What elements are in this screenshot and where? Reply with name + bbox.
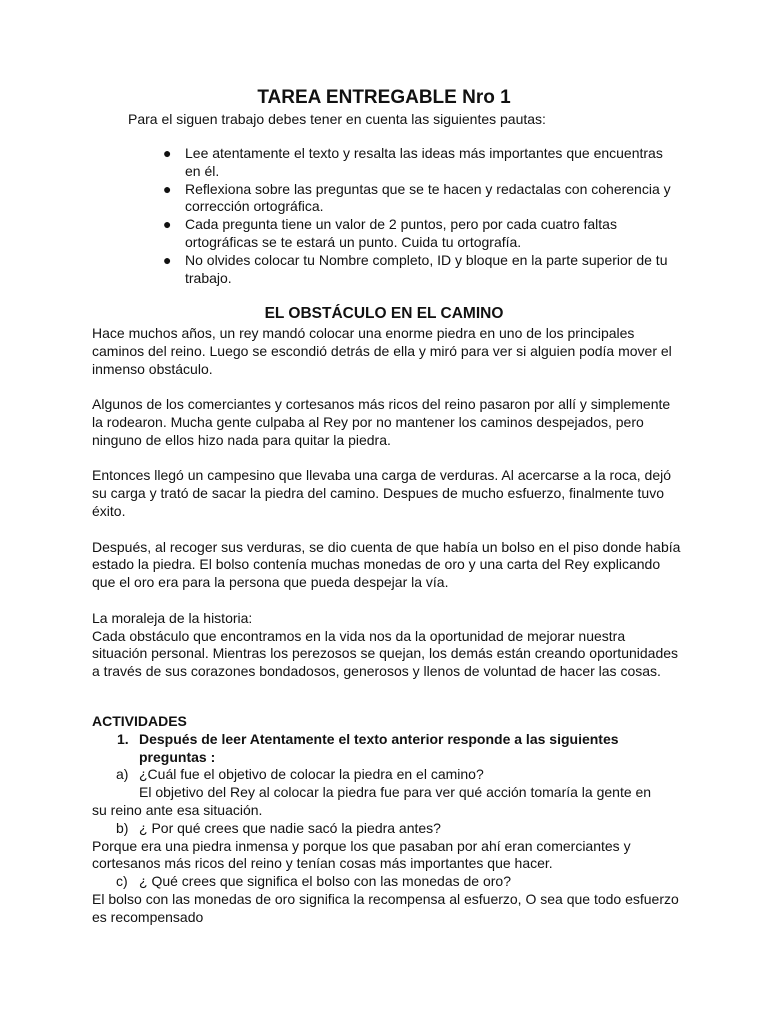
story-paragraph: Entonces llegó un campesino que llevaba una carga de verduras. Al acercarse a la roca, dejó su carga y trató de sacar la piedra del camino. Despues de mucho esfuerzo, finalmente tuvo éxito. [92, 467, 672, 519]
bullet-icon: ● [163, 180, 172, 197]
page-title: TAREA ENTREGABLE Nro 1 [257, 87, 511, 108]
story-paragraph: Hace muchos años, un rey mandó colocar una enorme piedra en uno de los principales caminos del reino. Luego se escondió detrás de ella y miró para ver si alguien podía mover el inmenso obstáculo. [92, 325, 672, 377]
question-c [92, 873, 682, 891]
answer-a-first-line: El objetivo del Rey al colocar la piedra fue para ver qué acción tomaría la gente en [139, 784, 652, 801]
bullet-icon: ● [163, 216, 172, 233]
bullet-icon: ● [163, 145, 172, 161]
question-b [92, 820, 682, 838]
story-title: EL OBSTÁCULO EN EL CAMINO [264, 305, 504, 322]
rule-text: Reflexiona sobre las preguntas que se te hacen y redactalas con coherencia y corrección ortográfica. [185, 180, 671, 215]
activities-section [92, 713, 682, 927]
answer-c: El bolso con las monedas de oro significa la recompensa al esfuerzo, O sea que todo esfuerzo es recompensado [92, 890, 679, 925]
rule-item [163, 181, 675, 217]
rule-item [163, 216, 675, 252]
question-letter: b) [116, 819, 129, 836]
story-body [92, 325, 682, 699]
activities-title: ACTIVIDADES [92, 713, 187, 729]
bullet-icon: ● [163, 251, 172, 268]
question-1 [92, 731, 682, 767]
rule-text: No olvides colocar tu Nombre completo, ID y bloque en la parte superior de tu trabajo. [185, 251, 668, 286]
rule-text: Lee atentamente el texto y resalta las ideas más importantes que encuentras en él. [185, 145, 663, 179]
moral-text: Cada obstáculo que encontramos en la vida nos da la oportunidad de mejorar nuestra situación personal. Mientras los perezosos se quejan, los demás están creando oportunidades a través de sus corazones bondadosos, generosos y llenos de voluntad de hacer las cosas. [92, 627, 679, 680]
question-letter: c) [116, 873, 128, 890]
answer-a-rest: su reino ante esa situación. [92, 801, 263, 818]
question-number: 1. [117, 730, 129, 747]
question-letter: a) [116, 766, 129, 783]
question-b-text: ¿ Por qué crees que nadie sacó la piedra antes? [139, 819, 441, 836]
story-paragraph: Después, al recoger sus verduras, se dio cuenta de que había un bolso en el piso donde había estado la piedra. El bolso contenía muchas monedas de oro y una carta del Rey explicando que el oro era para la persona que pueda despejar la vía. [92, 538, 681, 591]
moral-label: La moraleja de la historia: [92, 609, 253, 626]
rule-text: Cada pregunta tiene un valor de 2 puntos, pero por cada cuatro faltas ortográficas se te estará un punto. Cuida tu ortografía. [185, 216, 617, 250]
question-1-text: Después de leer Atentamente el texto anterior responde a las siguientes preguntas : [139, 730, 619, 765]
story-paragraph: Algunos de los comerciantes y cortesanos más ricos del reino pasaron por allí y simplemente la rodearon. Mucha gente culpaba al Rey por no mantener los caminos despejados, pero ninguno de ellos hizo nada para quitar la piedra. [92, 396, 671, 448]
rules-list [163, 145, 675, 287]
question-a-text: ¿Cuál fue el objetivo de colocar la piedra en el camino? [139, 766, 484, 783]
rule-item [163, 145, 675, 181]
question-a [92, 766, 682, 784]
rule-item [163, 252, 675, 288]
answer-b: Porque era una piedra inmensa y porque los que pasaban por ahí eran comerciantes y cortesanos más ricos del reino y tenían cosas más importantes que hacer. [92, 837, 631, 872]
intro-text: Para el siguen trabajo debes tener en cuenta las siguientes pautas: [128, 111, 546, 127]
question-c-text: ¿ Qué crees que significa el bolso con las monedas de oro? [139, 873, 511, 890]
